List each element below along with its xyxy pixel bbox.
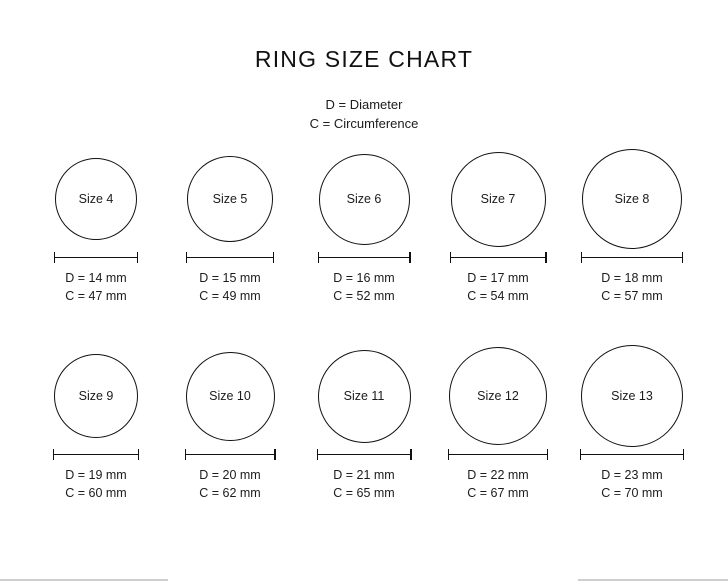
ring-size-label: Size 10 bbox=[209, 389, 251, 403]
ring-diameter-text: D = 20 mm bbox=[199, 468, 261, 482]
legend bbox=[0, 95, 728, 133]
ring-circumference-text: C = 67 mm bbox=[467, 486, 529, 500]
ring-wrap bbox=[55, 151, 137, 247]
ring-dimensions bbox=[467, 466, 528, 502]
ring-wrap bbox=[319, 151, 410, 247]
ring-wrap bbox=[582, 151, 682, 247]
size-cell bbox=[438, 151, 558, 305]
ring-circumference-text: C = 65 mm bbox=[333, 486, 395, 500]
ring-circle-icon bbox=[55, 158, 137, 240]
ring-dimensions bbox=[333, 269, 394, 305]
ring-size-label: Size 5 bbox=[212, 192, 248, 206]
size-cell bbox=[438, 348, 558, 502]
size-cell bbox=[572, 151, 692, 305]
size-cell bbox=[36, 151, 156, 305]
page-title: RING SIZE CHART bbox=[254, 46, 474, 72]
ring-circle-icon bbox=[582, 149, 682, 249]
ring-wrap bbox=[581, 348, 683, 444]
ring-wrap bbox=[449, 348, 547, 444]
ring-dimensions bbox=[601, 466, 662, 502]
size-row-second bbox=[0, 348, 728, 502]
ring-circumference-text: C = 49 mm bbox=[199, 289, 261, 303]
measure-tick-right-icon bbox=[409, 252, 410, 263]
measure-line-icon bbox=[448, 454, 548, 455]
ring-size-label: Size 13 bbox=[611, 389, 653, 403]
measure-tick-right-icon bbox=[682, 252, 683, 263]
measure-line-icon bbox=[185, 454, 276, 455]
measure-line-icon bbox=[317, 454, 412, 455]
ring-size-label: Size 9 bbox=[78, 389, 114, 403]
measure-line-icon bbox=[186, 257, 274, 258]
size-grid bbox=[0, 151, 728, 502]
size-cell bbox=[572, 348, 692, 502]
measure-bar bbox=[450, 252, 547, 262]
ring-circle-icon bbox=[449, 347, 547, 445]
ring-diameter-text: D = 23 mm bbox=[601, 468, 663, 482]
size-row-first bbox=[0, 151, 728, 305]
measure-line-icon bbox=[580, 454, 684, 455]
ring-dimensions bbox=[65, 466, 126, 502]
ring-diameter-text: D = 19 mm bbox=[65, 468, 127, 482]
measure-line-icon bbox=[581, 257, 683, 258]
measure-bar bbox=[186, 252, 274, 262]
ring-size-label: Size 8 bbox=[614, 192, 650, 206]
measure-bar bbox=[448, 449, 548, 459]
size-cell bbox=[170, 151, 290, 305]
ring-dimensions bbox=[199, 269, 260, 305]
ring-size-label: Size 12 bbox=[477, 389, 519, 403]
ring-circle-icon bbox=[187, 156, 273, 242]
ring-dimensions bbox=[199, 466, 260, 502]
ring-circle-icon bbox=[54, 354, 138, 438]
ring-circle-icon bbox=[319, 154, 410, 245]
measure-line-icon bbox=[53, 454, 139, 455]
ring-size-label: Size 7 bbox=[480, 192, 516, 206]
ring-circumference-text: C = 60 mm bbox=[65, 486, 127, 500]
measure-tick-right-icon bbox=[545, 252, 546, 263]
ring-diameter-text: D = 22 mm bbox=[467, 468, 529, 482]
ring-diameter-text: D = 15 mm bbox=[199, 271, 261, 285]
measure-tick-right-icon bbox=[273, 252, 274, 263]
ring-circle-icon bbox=[186, 352, 275, 441]
ring-dimensions bbox=[333, 466, 394, 502]
size-cell bbox=[304, 348, 424, 502]
ring-diameter-text: D = 17 mm bbox=[467, 271, 529, 285]
measure-line-icon bbox=[318, 257, 411, 258]
ring-size-label: Size 11 bbox=[343, 389, 385, 403]
measure-bar bbox=[53, 449, 139, 459]
ring-diameter-text: D = 18 mm bbox=[601, 271, 663, 285]
ring-wrap bbox=[451, 151, 546, 247]
measure-tick-right-icon bbox=[683, 449, 684, 460]
ring-circumference-text: C = 52 mm bbox=[333, 289, 395, 303]
ring-diameter-text: D = 16 mm bbox=[333, 271, 395, 285]
ring-size-label: Size 6 bbox=[346, 192, 382, 206]
ring-circumference-text: C = 54 mm bbox=[467, 289, 529, 303]
legend-diameter: D = Diameter bbox=[325, 97, 403, 112]
ring-circumference-text: C = 47 mm bbox=[65, 289, 127, 303]
ring-diameter-text: D = 14 mm bbox=[65, 271, 127, 285]
ring-wrap bbox=[318, 348, 411, 444]
ring-dimensions bbox=[467, 269, 528, 305]
measure-tick-right-icon bbox=[547, 449, 548, 460]
measure-bar bbox=[318, 252, 411, 262]
size-cell bbox=[304, 151, 424, 305]
ring-circumference-text: C = 62 mm bbox=[199, 486, 261, 500]
ring-wrap bbox=[54, 348, 138, 444]
measure-bar bbox=[317, 449, 412, 459]
ring-diameter-text: D = 21 mm bbox=[333, 468, 395, 482]
ring-dimensions bbox=[65, 269, 126, 305]
ring-size-label: Size 4 bbox=[78, 192, 114, 206]
measure-bar bbox=[581, 252, 683, 262]
measure-bar bbox=[580, 449, 684, 459]
legend-circumference: C = Circumference bbox=[309, 116, 419, 131]
ring-wrap bbox=[186, 348, 275, 444]
size-cell bbox=[170, 348, 290, 502]
measure-bar bbox=[185, 449, 276, 459]
measure-tick-right-icon bbox=[274, 449, 275, 460]
measure-line-icon bbox=[54, 257, 138, 258]
ring-circle-icon bbox=[318, 350, 411, 443]
measure-bar bbox=[54, 252, 138, 262]
ring-circle-icon bbox=[581, 345, 683, 447]
ring-size-chart bbox=[0, 46, 728, 502]
ring-circumference-text: C = 57 mm bbox=[601, 289, 663, 303]
measure-tick-right-icon bbox=[138, 449, 139, 460]
ring-circumference-text: C = 70 mm bbox=[601, 486, 663, 500]
measure-tick-right-icon bbox=[410, 449, 411, 460]
size-cell bbox=[36, 348, 156, 502]
ring-wrap bbox=[187, 151, 273, 247]
ring-circle-icon bbox=[451, 152, 546, 247]
ring-dimensions bbox=[601, 269, 662, 305]
measure-tick-right-icon bbox=[137, 252, 138, 263]
measure-line-icon bbox=[450, 257, 547, 258]
